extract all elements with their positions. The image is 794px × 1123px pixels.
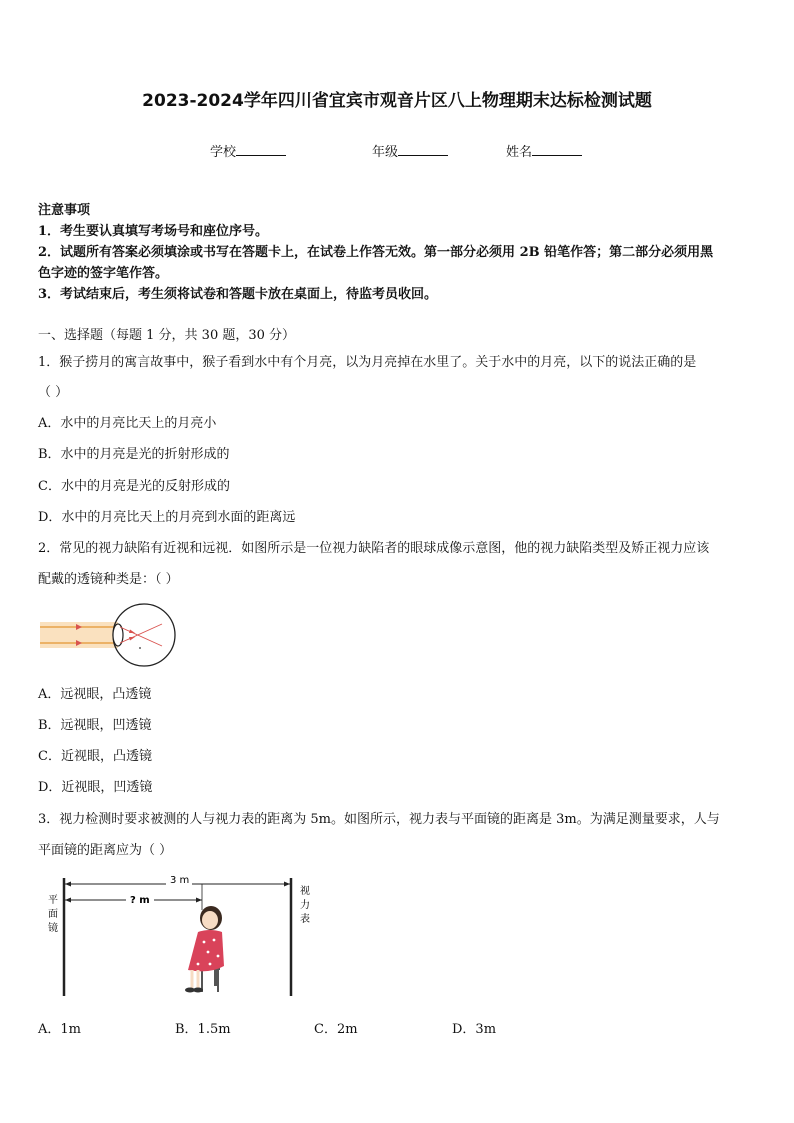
- q2-option-a[interactable]: A．远视眼，凸透镜: [38, 687, 152, 702]
- refracted-ray-2: [120, 624, 162, 643]
- dress: [188, 930, 224, 971]
- q1-option-d[interactable]: D．水中的月亮比天上的月亮到水面的距离远: [38, 510, 296, 525]
- name-blank[interactable]: [532, 143, 582, 156]
- eye-diagram: [36, 602, 181, 674]
- q1-option-b[interactable]: B．水中的月亮是光的折射形成的: [38, 447, 230, 462]
- dim2-arrow-left: [65, 898, 71, 903]
- q1-stem: 1．猴子捞月的寓言故事中，猴子看到水中有个月亮，以为月亮掉在水里了。关于水中的月亮，以下的说法正确的是: [38, 355, 697, 370]
- grade-field[interactable]: [372, 141, 448, 160]
- mirror-label-3: 镜: [48, 923, 58, 934]
- q2-option-c[interactable]: C．近视眼，凸透镜: [38, 749, 152, 764]
- refracted-arrow-2: [129, 637, 135, 641]
- chart-label-2: 力: [300, 900, 310, 911]
- mirror-label-2: 面: [48, 909, 58, 920]
- notes-item-1: 1．考生要认真填写考场号和座位序号。: [38, 224, 269, 239]
- grade-blank[interactable]: [398, 143, 448, 156]
- q3-option-c[interactable]: C．2m: [314, 1022, 358, 1037]
- dim-arrow-right: [284, 882, 290, 887]
- school-field[interactable]: [210, 141, 286, 160]
- notes-item-2-cont: 色字迹的签字笔作答。: [38, 266, 169, 281]
- vision-test-diagram: [38, 870, 328, 1002]
- page-title: 2023-2024学年四川省宜宾市观音片区八上物理期末达标检测试题: [142, 91, 652, 111]
- focal-dot: [139, 647, 141, 649]
- name-label: 姓名: [506, 145, 533, 160]
- dimension-unknown-label: ? m: [130, 895, 150, 906]
- chart-label-3: 表: [300, 914, 310, 925]
- q2-option-d[interactable]: D．近视眼，凹透镜: [38, 780, 153, 795]
- dim-arrow-left: [65, 882, 71, 887]
- school-blank[interactable]: [236, 143, 286, 156]
- q3-option-d[interactable]: D．3m: [452, 1022, 497, 1037]
- refracted-arrow-1: [129, 630, 135, 634]
- q2-stem-line1: 2．常见的视力缺陷有近视和远视．如图所示是一位视力缺陷者的眼球成像示意图，他的视力缺陷类型及矫正视力应该: [38, 541, 710, 556]
- face: [202, 911, 218, 929]
- school-label: 学校: [210, 145, 237, 160]
- notes-item-2: 2．试题所有答案必须填涂或书写在答题卡上，在试卷上作答无效。第一部分必须用 2B 铅笔作答；第二部分必须用黑: [38, 245, 714, 260]
- name-field[interactable]: [506, 141, 582, 160]
- q2-stem-line2: 配戴的透镜种类是：（ ）: [38, 572, 179, 587]
- chart-label-1: 视: [300, 886, 310, 897]
- refracted-ray-1: [120, 627, 162, 646]
- q1-paren: （ ）: [38, 385, 69, 400]
- q1-option-c[interactable]: C．水中的月亮是光的反射形成的: [38, 479, 230, 494]
- q3-option-b[interactable]: B．1.5m: [175, 1022, 231, 1037]
- section-heading: 一、选择题（每题 1 分，共 30 题，30 分）: [38, 328, 296, 343]
- grade-label: 年级: [372, 145, 399, 160]
- notes-heading: 注意事项: [38, 203, 91, 218]
- dim2-arrow-right: [196, 898, 202, 903]
- q3-stem-line1: 3．视力检测时要求被测的人与视力表的距离为 5m。如图所示，视力表与平面镜的距离是 3m。为满足测量要求，人与: [38, 812, 720, 827]
- q3-option-a[interactable]: A．1m: [38, 1022, 81, 1037]
- q1-option-a[interactable]: A．水中的月亮比天上的月亮小: [38, 416, 217, 431]
- q2-option-b[interactable]: B．远视眼，凹透镜: [38, 718, 152, 733]
- seated-person: [185, 906, 224, 993]
- dimension-3m-label: 3 m: [170, 875, 190, 886]
- q3-stem-line2: 平面镜的距离应为（ ）: [38, 843, 173, 858]
- notes-item-3: 3．考试结束后，考生须将试卷和答题卡放在桌面上，待监考员收回。: [38, 287, 438, 302]
- mirror-label-1: 平: [48, 895, 58, 906]
